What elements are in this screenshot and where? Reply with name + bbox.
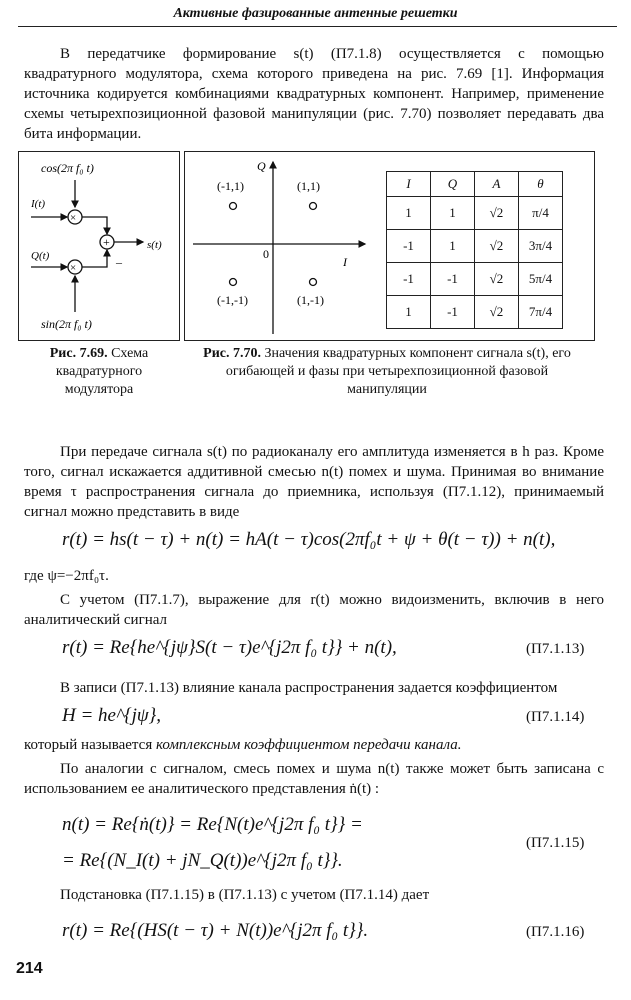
svg-text:×: × [70,262,77,274]
i-axis-label: I [343,255,347,269]
paragraph-analytic: С учетом (П7.1.7), выражение для r(t) можно видоизменить, включив в него аналитический сигнал [24,592,604,628]
table-header-i: I [387,172,431,197]
q-axis-label: Q [257,159,266,173]
constellation-point [310,203,317,210]
table-row: -1 -1 √2 5π/4 [387,263,563,296]
equation-p7-1-15-line1: n(t) = Re{ṅ(t)} = Re{N(t)e^{j2π f₀ t}} = [62,814,363,835]
phase-table [386,171,563,329]
table-header-theta: θ [519,172,563,197]
constellation-diagram [185,152,375,340]
paragraph-definition: который называется комплексным коэффициентом передачи канала. [24,737,462,753]
emphasis-term: комплексным коэффициентом передачи канала. [155,737,462,753]
table-row: 1 -1 √2 7π/4 [387,296,563,329]
header-rule [18,26,617,27]
equation-number-16: (П7.1.16) [526,924,585,940]
minus-sign: – [116,255,122,269]
equation-number-14: (П7.1.14) [526,709,585,725]
constellation-point [310,279,317,286]
equation-received-signal: r(t) = hs(t − τ) + n(t) = hA(t − τ)cos(2πf₀t + ψ + θ(t − τ)) + n(t), [62,529,556,550]
equation-number-13: (П7.1.13) [526,641,585,657]
sin-label: sin(2π f₀ t) [41,317,92,331]
figure-7-70-caption-text: Значения квадратурных компонент сигнала s(t), его огибающей и фазы при четырехпозиционной фазовой манипуляции [225,346,571,397]
paragraph-channel: При передаче сигнала s(t) по радиоканалу его амплитуда изменяется в h раз. Кроме того, сигнал искажается аддитивной смесью n(t) помех и шума. Принимая во внимание время τ распространения сигнала до приемника, используя (П7.1.12), принимаемый сигнал можно представить в виде [24,444,604,520]
figure-7-70-caption [192,345,582,399]
figure-7-69-frame [18,151,180,341]
table-row: -1 1 √2 3π/4 [387,230,563,263]
quadrature-modulator-diagram [19,152,179,340]
table-header-q: Q [431,172,475,197]
constellation-point-label: (1,-1) [297,293,324,307]
figure-7-69-caption [26,345,172,399]
cos-label: cos(2π f₀ t) [41,161,94,175]
paragraph-noise: По аналогии с сигналом, смесь помех и шума n(t) также может быть записана с использованием ее аналитического представления ṅ(t) : [24,761,604,797]
equation-number-15: (П7.1.15) [526,835,585,851]
constellation-point [230,279,237,286]
constellation-point [230,203,237,210]
equation-p7-1-16: r(t) = Re{(HS(t − τ) + N(t))e^{j2π f₀ t}}. [62,920,369,941]
q-input-label: Q(t) [31,250,50,262]
running-header [0,0,631,28]
paragraph-coefficient: В записи (П7.1.13) влияние канала распространения задается коэффициентом [60,680,558,696]
figure-7-69-caption-text: Схема квадратурного модулятора [55,346,149,397]
paragraph-substitution: Подстановка (П7.1.15) в (П7.1.13) с учетом (П7.1.14) дает [60,887,430,903]
figure-7-70-frame [184,151,595,341]
table-header-a: A [475,172,519,197]
table-header-row [387,172,563,197]
output-label: s(t) [147,239,162,251]
paragraph-where: где ψ=−2πf₀τ. [24,568,109,584]
running-header-title: Активные фазированные антенные решетки [173,6,458,21]
constellation-point-label: (1,1) [297,179,320,193]
origin-label: 0 [263,247,269,261]
figure-7-69-caption-title: Рис. 7.69. [49,346,108,361]
equation-p7-1-13: r(t) = Re{he^{jψ}S(t − τ)e^{j2π f₀ t}} + n(t), [62,637,397,658]
table-row: 1 1 √2 π/4 [387,197,563,230]
constellation-point-label: (-1,-1) [217,293,248,307]
figure-7-70-caption-title: Рис. 7.70. [203,346,261,361]
paragraph-intro: В передатчике формирование s(t) (П7.1.8) осуществляется с помощью квадратурного модулятора, схема которого приведена на рис. 7.69 [1]. Информация источника кодируется комбинациями квадратурных компонент. Например, применение схемы четырехпозиционной фазовой манипуляции (рис. 7.70) позволяет передавать два бита информации. [24,46,604,142]
constellation-point-label: (-1,1) [217,179,244,193]
equation-p7-1-15-line2: = Re{(N_I(t) + jN_Q(t))e^{j2π f₀ t}}. [62,850,343,871]
equation-p7-1-14: H = he^{jψ}, [62,705,162,726]
i-input-label: I(t) [31,198,46,210]
svg-text:×: × [70,212,77,224]
adder-plus: + [103,235,110,249]
page-number: 214 [16,960,43,977]
